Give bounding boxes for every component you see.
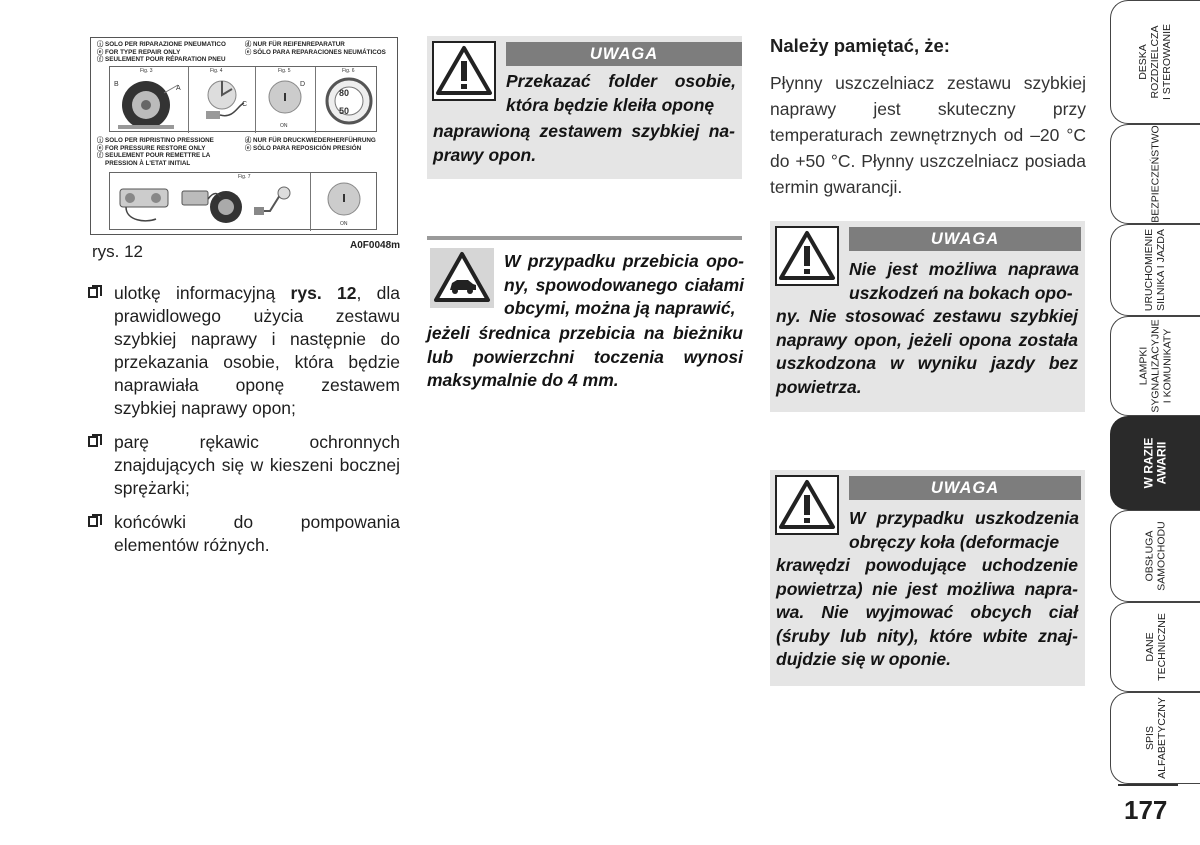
section-heading: Należy pamiętać, że: xyxy=(770,35,950,56)
list-item xyxy=(86,511,400,557)
warning-triangle-icon xyxy=(775,226,839,286)
on-label: ON xyxy=(280,123,288,129)
warning-title: UWAGA xyxy=(506,42,742,66)
tab-label xyxy=(1143,613,1167,681)
fig-label: Fig. 3 xyxy=(140,68,153,74)
figure-label: ⓘ SOLO PER RIPARAZIONE PNEUMATICO xyxy=(97,41,226,48)
tab-label-line: ROZDZIELCZA xyxy=(1149,25,1162,99)
figure-labels-top-right xyxy=(245,41,386,56)
info-paragraph: Płynny uszczelniacz zestawu szybkiej naprawy jest skuteczny przy temperaturach zewnętrznych od –20 °C do +50 °C. Płynny uszczelniacz posiada termin gwarancji. xyxy=(770,73,1086,197)
fig-letter: D xyxy=(300,81,306,88)
list-item xyxy=(86,431,400,500)
tab-label xyxy=(1143,521,1167,590)
car-hazard-icon xyxy=(430,248,494,308)
tab-label-line: AWARII xyxy=(1154,441,1169,485)
figure-label: ⓓ NUR FÜR REIFENREPARATUR xyxy=(245,41,345,48)
fig-label: Fig. 4 xyxy=(210,68,223,74)
on-label: ON xyxy=(340,221,348,227)
checkbox-icon xyxy=(88,287,98,298)
warning-text: Przekazać folder osobie, która będzie kleiła oponę xyxy=(506,71,736,115)
figure-label: ⓓ NUR FÜR DRUCKWIEDERHERFÜHRUNG xyxy=(245,137,376,144)
tab-label xyxy=(1143,229,1167,311)
tab-label-line: I STEROWANIE xyxy=(1161,23,1174,101)
tab-label-line: LAMPKI xyxy=(1137,346,1150,386)
fig-letter: C xyxy=(242,101,248,108)
tab-label xyxy=(1137,24,1173,100)
warning-title: UWAGA xyxy=(849,476,1081,500)
figure-code: A0F0048m xyxy=(350,240,401,251)
chapter-tabs xyxy=(1110,0,1200,845)
figure-label: ⓕ SEULEMENT POUR RÉPARATION PNEU xyxy=(97,56,226,64)
list-item-text: ulotkę informacyjną xyxy=(114,283,291,303)
figure-labels-mid-right xyxy=(245,137,376,152)
tab-label-line: SAMOCHODU xyxy=(1155,521,1168,591)
car-warning-note xyxy=(427,248,745,408)
figure-bottom-strip xyxy=(109,172,377,230)
tab-label-line: URUCHOMIENIE xyxy=(1143,228,1156,312)
fig-label: Fig. 6 xyxy=(342,68,355,74)
tire-repair-kit-figure xyxy=(90,37,398,235)
fig-label: Fig. 5 xyxy=(278,68,291,74)
figure-labels-top xyxy=(97,41,226,64)
page-number-rule xyxy=(1118,784,1178,786)
fig-letter: B xyxy=(114,81,119,88)
figure-label: PRESSION À L'ETAT INITIAL xyxy=(105,159,191,167)
power-button-icon xyxy=(322,179,368,223)
gauge-number: 80 xyxy=(339,88,350,98)
tab-label xyxy=(1150,125,1162,222)
compressor-icon xyxy=(116,181,174,227)
divider xyxy=(310,173,311,231)
tab-maintenance[interactable] xyxy=(1110,510,1200,602)
tab-label-line: SPIS xyxy=(1143,726,1156,750)
warning-box xyxy=(770,470,1085,686)
section-divider xyxy=(427,236,742,240)
compressor-tire-icon xyxy=(180,181,246,227)
tab-emergency[interactable] xyxy=(1110,416,1200,510)
divider xyxy=(255,67,256,133)
tab-dashboard[interactable] xyxy=(1110,0,1200,124)
tab-index[interactable] xyxy=(1110,692,1200,784)
tab-label-line: DANE xyxy=(1143,632,1156,662)
plug-cable-icon xyxy=(250,181,306,227)
bullet-list xyxy=(86,282,400,568)
warning-text: ny. Nie stosować zestawu szybkiej naprawy opon, jeżeli opona została uszkodzona w wyniku jazdy bez powietrza. xyxy=(776,306,1078,397)
tab-technical-data[interactable] xyxy=(1110,602,1200,692)
list-item xyxy=(86,282,400,420)
warning-text: jeżeli średnica przebicia na bieżniku lub powierzchni toczenia wynosi maksymalnie do 4 mm. xyxy=(427,323,743,390)
figure-labels-mid xyxy=(97,137,214,167)
warning-box xyxy=(770,221,1085,412)
tab-label-line: I KOMUNIKATY xyxy=(1161,328,1174,404)
tab-warning-lights[interactable] xyxy=(1110,316,1200,416)
figure-reference: rys. 12 xyxy=(290,283,357,303)
warning-triangle-icon xyxy=(432,41,496,101)
tab-label-line: SYGNALIZACYJNE xyxy=(1149,319,1162,413)
list-item-text: , dla prawidlowego użycia zestawu szybkiej naprawy i następnie do przekazania osobie, która będzie naprawiała oponę zestawem szybkiej naprawy opon; xyxy=(114,283,400,418)
figure-caption: rys. 12 xyxy=(92,242,144,261)
tab-label xyxy=(1143,697,1167,779)
page-number: 177 xyxy=(1124,795,1168,825)
figure-top-strip xyxy=(109,66,377,132)
tab-label-line: W RAZIE xyxy=(1141,437,1156,489)
warning-text: W przypadku przebicia opony, spowodowanego ciałami obcymi, można ją naprawić, xyxy=(504,251,744,318)
tab-label-line: ALFABETYCZNY xyxy=(1155,697,1168,779)
checkbox-icon xyxy=(88,436,98,447)
tab-safety[interactable] xyxy=(1110,124,1200,224)
fig-label: Fig. 7 xyxy=(238,174,251,180)
figure-label: ⓔ SÓLO PARA REPARACIONES NEUMÁTICOS xyxy=(245,48,386,56)
warning-text: krawędzi powodujące uchodzenie powietrza) nie jest możliwa naprawa. Nie wyjmować obcych ciał (śruby lub nity), które wbite znajdujdzie się w oponie. xyxy=(776,555,1078,669)
tab-label-line: BEZPIECZEŃSTWO xyxy=(1149,125,1162,223)
tab-label xyxy=(1138,319,1174,412)
tab-label-line: DESKA xyxy=(1137,44,1150,80)
warning-text: naprawioną zestawem szybkiej naprawy opon. xyxy=(433,121,735,165)
gauge-number: 50 xyxy=(339,106,350,116)
pressure-gauge-icon xyxy=(324,75,374,129)
divider xyxy=(188,67,189,133)
fig-letter: A xyxy=(176,85,181,92)
warning-text: W przypadku uszkodzenia obręczy koła (deformacje xyxy=(849,508,1079,552)
figure-label: ⓕ SEULEMENT POUR REMETTRE LA xyxy=(97,152,211,160)
warning-text: Nie jest możliwa naprawa uszkodzeń na bokach opo- xyxy=(849,259,1079,303)
tab-label-line: SILNIKA I JAZDA xyxy=(1155,229,1168,311)
figure-label: ⓘ SOLO PER RIPRISTINO PRESSIONE xyxy=(97,137,214,144)
figure-label: ⓔ SÓLO PARA REPOSICIÓN PRESIÓN xyxy=(245,144,362,152)
tab-starting-driving[interactable] xyxy=(1110,224,1200,316)
list-item-text: parę rękawic ochronnych znajdujących się w kieszeni bocznej sprężarki; xyxy=(114,432,400,498)
list-item-text: końcówki do pompowania elementów różnych. xyxy=(114,512,400,555)
tab-label-line: TECHNICZNE xyxy=(1155,613,1168,681)
tire-icon xyxy=(114,75,186,131)
tab-label-line: OBSŁUGA xyxy=(1143,530,1156,582)
divider xyxy=(315,67,316,133)
warning-triangle-icon xyxy=(775,475,839,535)
warning-title: UWAGA xyxy=(849,227,1081,251)
checkbox-icon xyxy=(88,516,98,527)
tab-label xyxy=(1142,438,1168,489)
figure-label: ⓔ FOR PRESSURE RESTORE ONLY xyxy=(97,144,206,152)
warning-box xyxy=(427,36,742,179)
figure-label: ⓔ FOR TYPE REPAIR ONLY xyxy=(97,48,181,56)
